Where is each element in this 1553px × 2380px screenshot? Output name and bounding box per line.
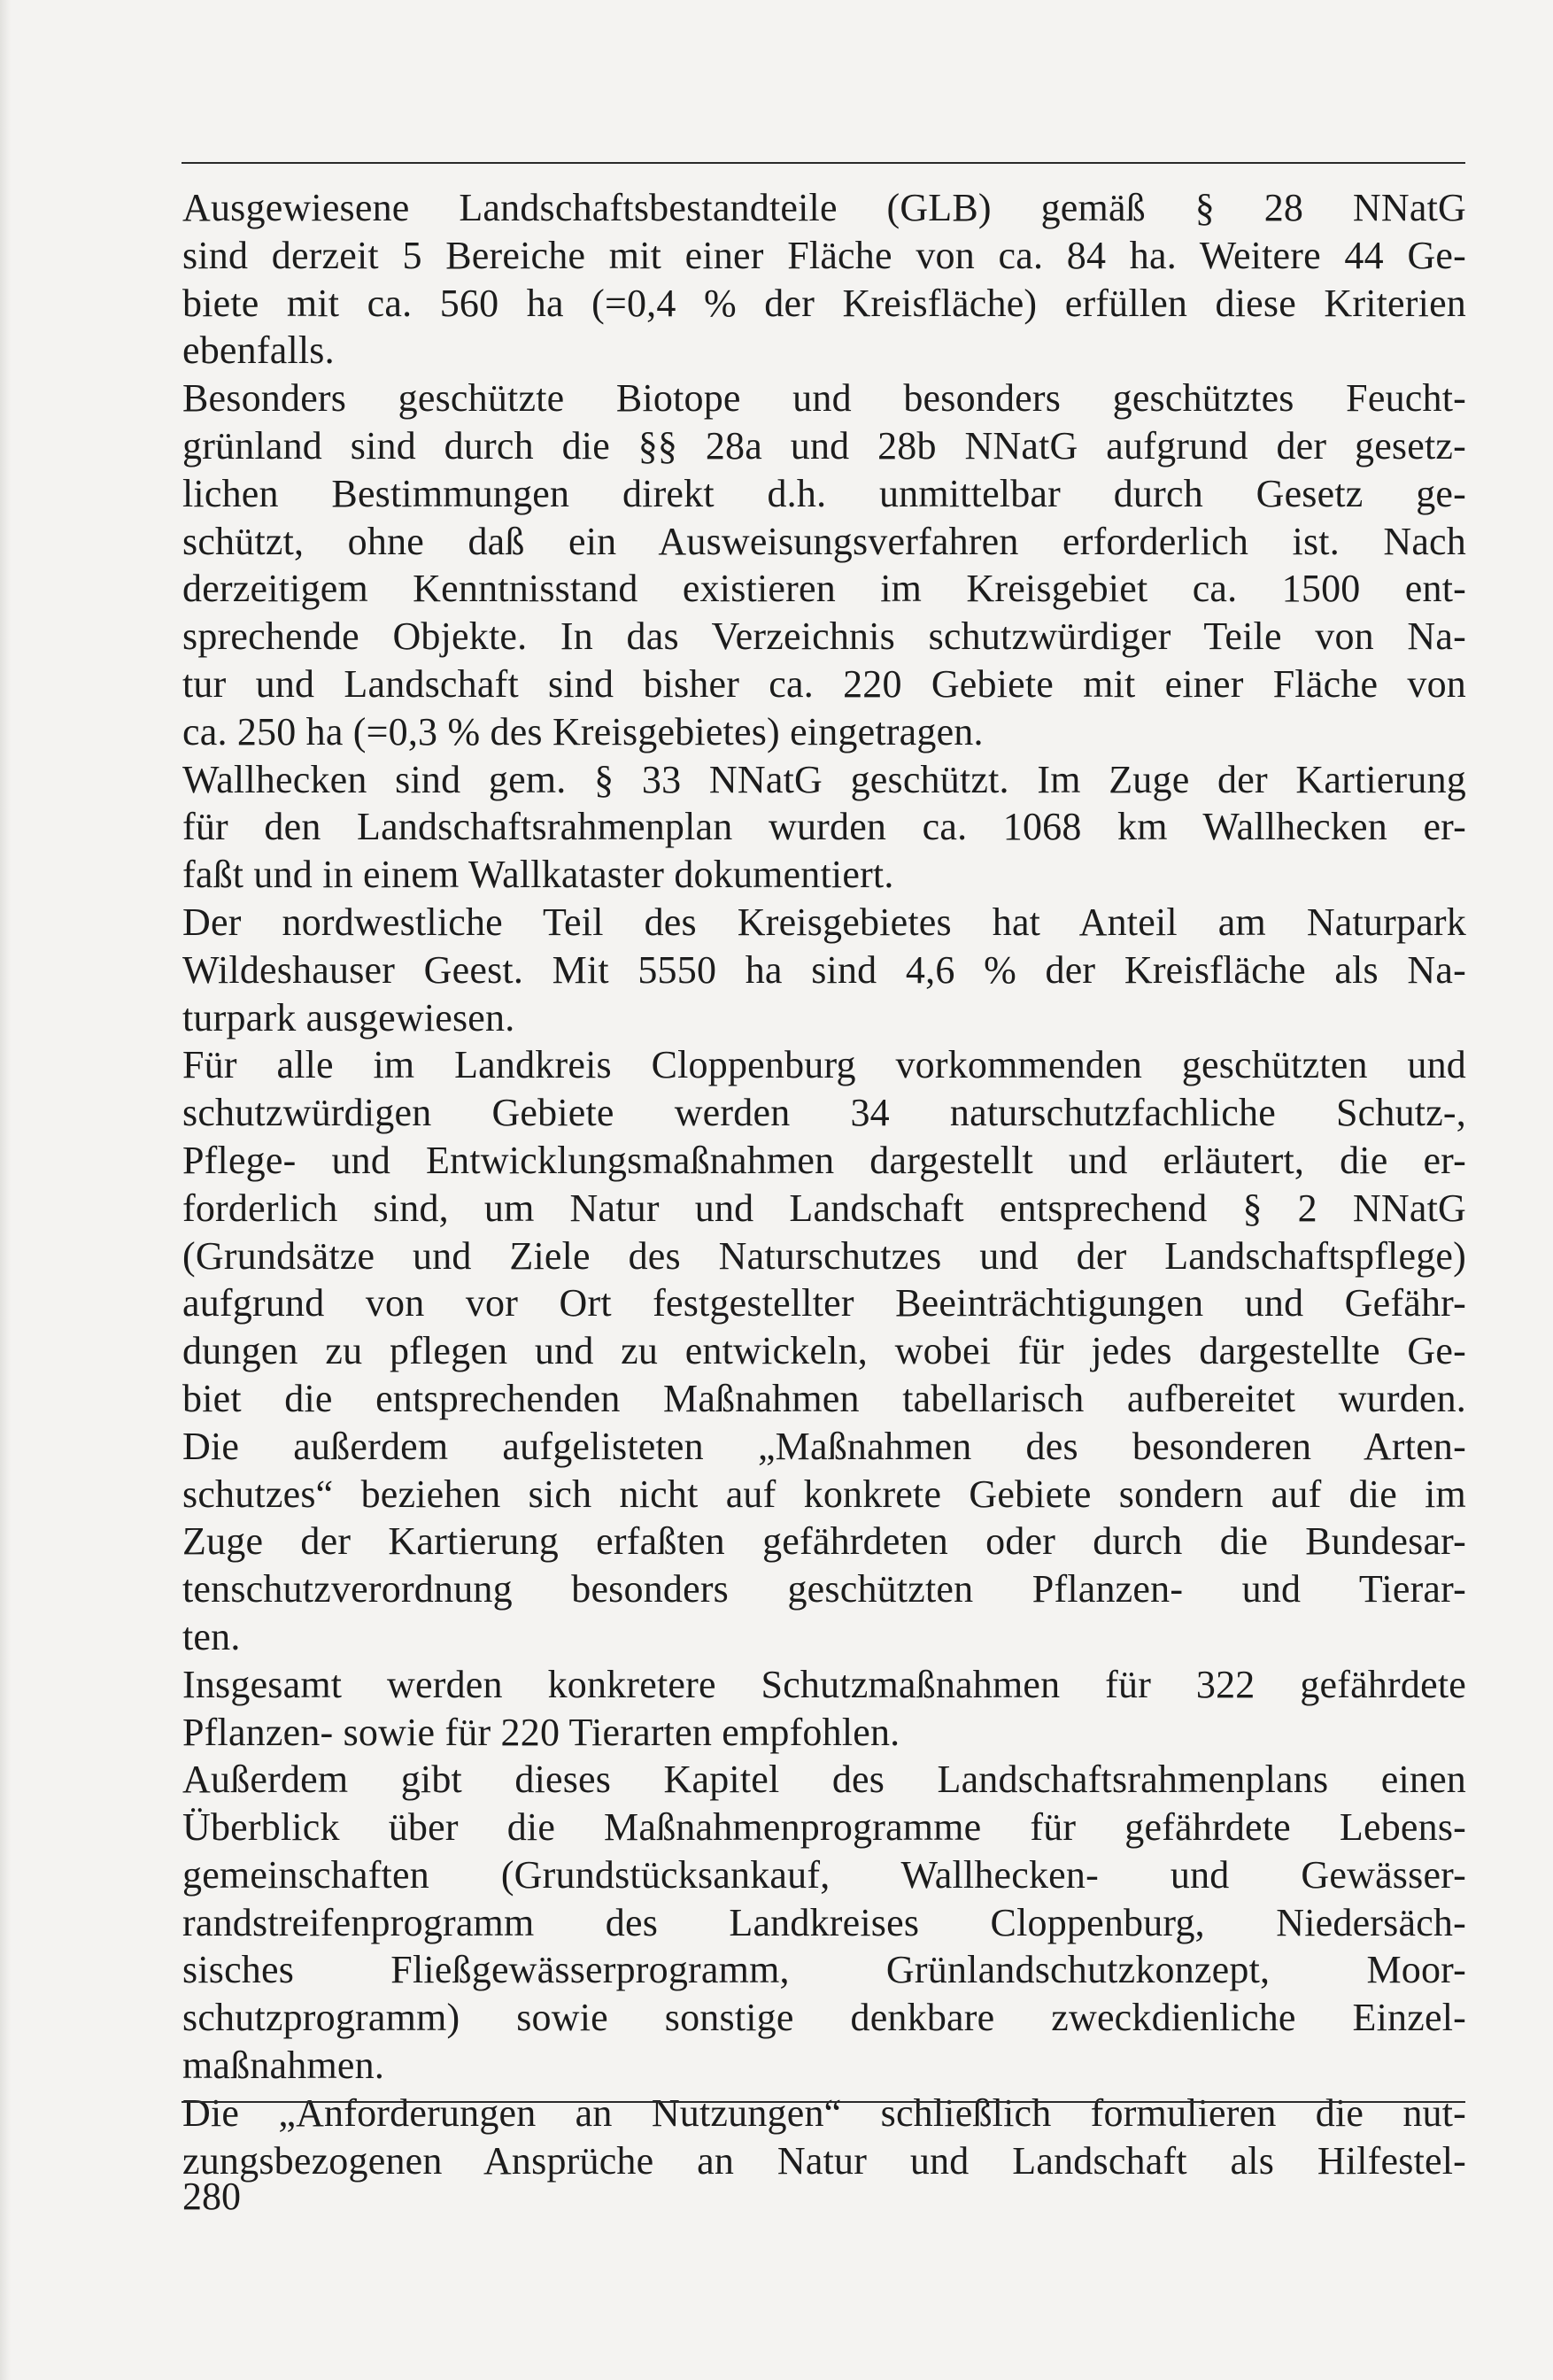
text-line: gemeinschaften (Grundstücksankauf, Wallhecken- und Gewässer-: [182, 1852, 1466, 1897]
text-line: Die „Anforderungen an Nutzungen“ schließlich formulieren die nut-: [182, 2090, 1466, 2135]
text-line: schutzprogramm) sowie sonstige denkbare zweckdienliche Einzel-: [182, 1996, 1466, 2040]
text-line: tur und Landschaft sind bisher ca. 220 Gebiete mit einer Fläche von: [182, 661, 1466, 706]
text-line: sprechende Objekte. In das Verzeichnis schutzwürdiger Teile von Na-: [182, 614, 1466, 659]
text-line: dungen zu pflegen und zu entwickeln, wobei für jedes dargestellte Ge-: [182, 1329, 1466, 1373]
text-line: sisches Fließgewässerprogramm, Grünlandschutzkonzept, Moor-: [182, 1948, 1466, 1992]
text-line: Zuge der Kartierung erfaßten gefährdeten oder durch die Bundesar-: [182, 1519, 1466, 1564]
text-line: forderlich sind, um Natur und Landschaft entsprechend § 2 NNatG: [182, 1186, 1466, 1230]
text-line: faßt und in einem Wallkataster dokumentiert.: [182, 853, 894, 897]
text-line: Außerdem gibt dieses Kapitel des Landschaftsrahmenplans einen: [182, 1758, 1466, 1802]
text-line: Der nordwestliche Teil des Kreisgebietes hat Anteil am Naturpark: [182, 900, 1466, 944]
text-line: Die außerdem aufgelisteten „Maßnahmen des besonderen Arten-: [182, 1424, 1466, 1468]
text-line: maßnahmen.: [182, 2044, 385, 2088]
header-rule: [182, 162, 1465, 164]
page-number: 280: [182, 2175, 241, 2218]
text-line: tenschutzverordnung besonders geschützten Pflanzen- und Tierar-: [182, 1567, 1466, 1611]
text-line: Wallhecken sind gem. § 33 NNatG geschützt. Im Zuge der Kartierung: [182, 757, 1466, 801]
text-line: biete mit ca. 560 ha (=0,4 % der Kreisfläche) erfüllen diese Kriterien: [182, 281, 1466, 325]
text-line: Ausgewiesene Landschaftsbestandteile (GLB) gemäß § 28 NNatG: [182, 186, 1466, 229]
text-line: Pflanzen- sowie für 220 Tierarten empfohlen.: [182, 1710, 900, 1754]
text-line: Besonders geschützte Biotope und besonders geschütztes Feucht-: [182, 376, 1466, 421]
body-text: [182, 184, 1466, 2184]
text-line: (Grundsätze und Ziele des Naturschutzes und der Landschaftspflege): [182, 1233, 1466, 1278]
text-line: ten.: [182, 1614, 241, 1658]
text-line: derzeitigem Kenntnisstand existieren im Kreisgebiet ca. 1500 ent-: [182, 567, 1466, 611]
page-edge-shadow: [0, 0, 11, 2380]
text-line: zungsbezogenen Ansprüche an Natur und Landschaft als Hilfestel-: [182, 2138, 1466, 2183]
text-line: Pflege- und Entwicklungsmaßnahmen dargestellt und erläutert, die er-: [182, 1138, 1466, 1182]
text-line: biet die entsprechenden Maßnahmen tabellarisch aufbereitet wurden.: [182, 1376, 1466, 1420]
text-line: grünland sind durch die §§ 28a und 28b NNatG aufgrund der gesetz-: [182, 423, 1466, 468]
text-line: schutzes“ beziehen sich nicht auf konkrete Gebiete sondern auf die im: [182, 1472, 1466, 1516]
text-line: schützt, ohne daß ein Ausweisungsverfahren erforderlich ist. Nach: [182, 519, 1466, 563]
text-line: Insgesamt werden konkretere Schutzmaßnahmen für 322 gefährdete: [182, 1662, 1466, 1706]
text-line: für den Landschaftsrahmenplan wurden ca. 1068 km Wallhecken er-: [182, 805, 1466, 849]
text-line: Wildeshauser Geest. Mit 5550 ha sind 4,6 % der Kreisfläche als Na-: [182, 947, 1466, 992]
text-line: ebenfalls.: [182, 328, 335, 373]
text-line: randstreifenprogramm des Landkreises Cloppenburg, Niedersäch-: [182, 1900, 1466, 1944]
text-line: Überblick über die Maßnahmenprogramme für gefährdete Lebens-: [182, 1805, 1466, 1850]
text-line: sind derzeit 5 Bereiche mit einer Fläche von ca. 84 ha. Weitere 44 Ge-: [182, 233, 1466, 277]
text-line: ca. 250 ha (=0,3 % des Kreisgebietes) eingetragen.: [182, 709, 984, 753]
text-line: turpark ausgewiesen.: [182, 995, 515, 1039]
text-line: aufgrund von vor Ort festgestellter Beeinträchtigungen und Gefähr-: [182, 1281, 1466, 1325]
text-line: lichen Bestimmungen direkt d.h. unmittelbar durch Gesetz ge-: [182, 471, 1466, 515]
text-line: Für alle im Landkreis Cloppenburg vorkommenden geschützten und: [182, 1043, 1466, 1087]
footer-rule: [182, 2101, 1465, 2103]
text-line: schutzwürdigen Gebiete werden 34 naturschutzfachliche Schutz-,: [182, 1091, 1466, 1135]
